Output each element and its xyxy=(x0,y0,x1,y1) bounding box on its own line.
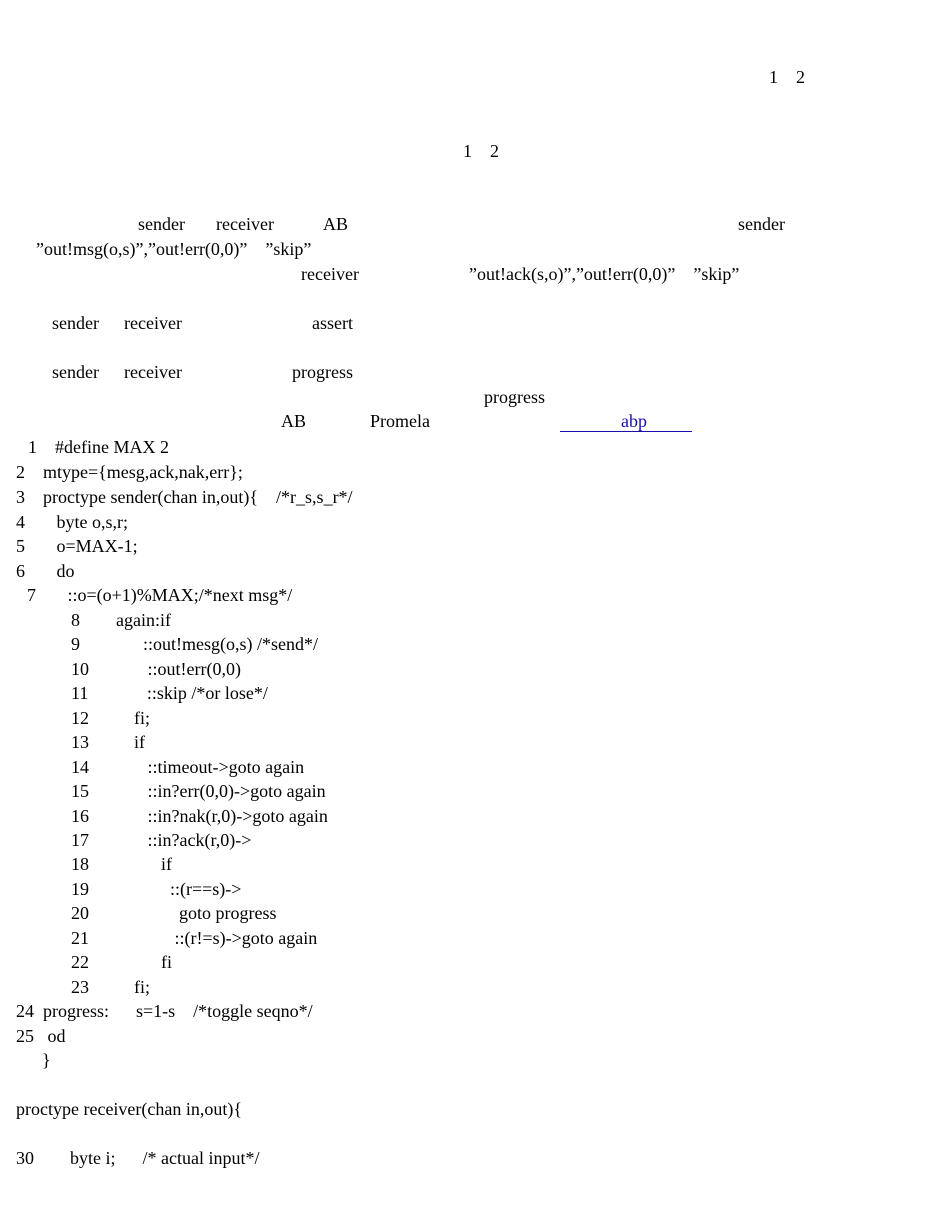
code-line: 18 if xyxy=(71,854,172,874)
intro-word-sender: sender xyxy=(138,214,185,234)
code-line: 17 ::in?ack(r,0)-> xyxy=(71,830,252,850)
code-line: 11 ::skip /*or lose*/ xyxy=(71,683,268,703)
promela-label: Promela xyxy=(370,411,430,431)
intro-sender-actions: ”out!msg(o,s)”,”out!err(0,0)” ”skip” xyxy=(36,239,312,259)
progress-sender: sender xyxy=(52,362,99,382)
code-line: 7 ::o=(o+1)%MAX;/*next msg*/ xyxy=(27,585,293,605)
ab-label: AB xyxy=(281,411,307,431)
intro-word-receiver: receiver xyxy=(216,214,274,234)
code-line: 4 byte o,s,r; xyxy=(16,512,128,532)
code-line: 23 fi; xyxy=(71,977,150,997)
code-line: 13 if xyxy=(71,732,145,752)
code-line: 14 ::timeout->goto again xyxy=(71,757,305,777)
abp-link[interactable]: abp xyxy=(621,411,647,431)
code-line: 19 ::(r==s)-> xyxy=(71,879,242,899)
code-line: 20 goto progress xyxy=(71,903,277,923)
progress-word-2: progress xyxy=(484,387,545,407)
progress-receiver: receiver xyxy=(124,362,182,382)
code-line: 12 fi; xyxy=(71,708,150,728)
assert-word: assert xyxy=(312,313,353,333)
code-line: 3 proctype sender(chan in,out){ /*r_s,s_r*/ xyxy=(16,487,353,507)
intro-word-receiver-2: receiver xyxy=(301,264,359,284)
code-line: 21 ::(r!=s)->goto again xyxy=(71,928,318,948)
code-line: 25 od xyxy=(16,1026,66,1046)
code-line: 5 o=MAX-1; xyxy=(16,536,138,556)
progress-word: progress xyxy=(292,362,353,382)
code-line: 2 mtype={mesg,ack,nak,err}; xyxy=(16,462,243,482)
section-number: 1 2 xyxy=(463,141,499,161)
assert-receiver: receiver xyxy=(124,313,182,333)
assert-sender: sender xyxy=(52,313,99,333)
code-line: 8 again:if xyxy=(71,610,171,630)
intro-word-ab: AB xyxy=(323,214,349,234)
abp-link-underline xyxy=(560,431,692,432)
code-line: 15 ::in?err(0,0)->goto again xyxy=(71,781,326,801)
code-line: 22 fi xyxy=(71,952,172,972)
code-line: 10 ::out!err(0,0) xyxy=(71,659,241,679)
code-line: 16 ::in?nak(r,0)->goto again xyxy=(71,806,328,826)
code-line: } xyxy=(42,1050,51,1070)
intro-receiver-actions: ”out!ack(s,o)”,”out!err(0,0)” ”skip” xyxy=(469,264,740,284)
code-line: 1 #define MAX 2 xyxy=(28,437,169,457)
code-line: 24 progress: s=1-s /*toggle seqno*/ xyxy=(16,1001,313,1021)
page-number: 1 2 xyxy=(769,67,805,87)
code-line: 6 do xyxy=(16,561,75,581)
code-line: 9 ::out!mesg(o,s) /*send*/ xyxy=(71,634,318,654)
code-line: 30 byte i; /* actual input*/ xyxy=(16,1148,260,1168)
intro-word-sender-2: sender xyxy=(738,214,785,234)
code-line: proctype receiver(chan in,out){ xyxy=(16,1099,243,1119)
